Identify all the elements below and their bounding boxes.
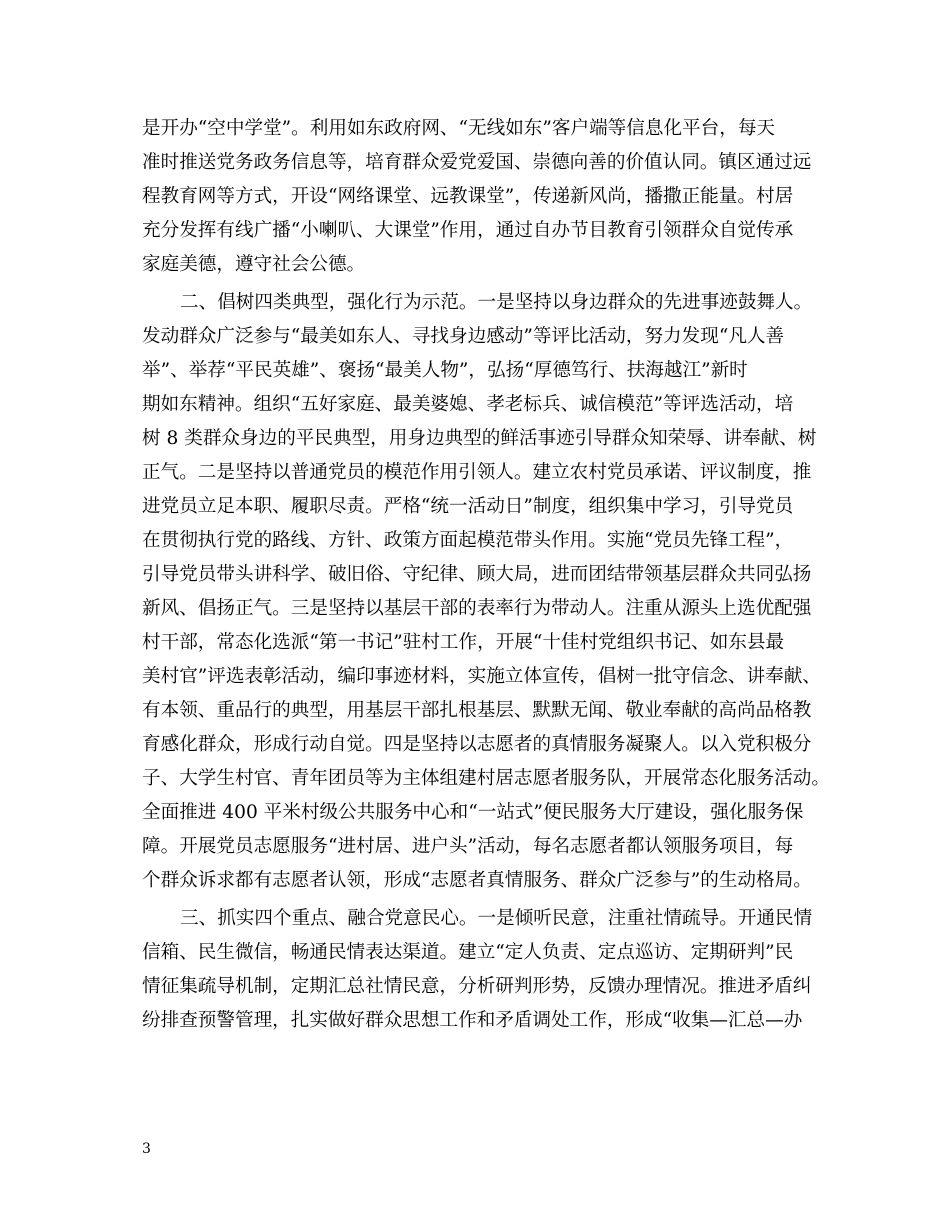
text-line: 全面推进 400 平米村级公共服务中心和“一站式”便民服务大厅建设，强化服务保: [142, 802, 804, 823]
text-line: 是开办“空中学堂”。利用如东政府网、“无线如东”客户端等信息化平台，每天: [142, 118, 776, 139]
text-line: 发动群众广泛参与“最美如东人、寻找身边感动”等评比活动，努力发现“凡人善: [142, 326, 785, 347]
text-line: 正气。二是坚持以普通党员的模范作用引领人。建立农村党员承诺、评议制度，推: [142, 462, 812, 483]
text-line: 在贯彻执行党的路线、方针、政策方面起模范带头作用。实施“党员先锋工程”，: [142, 530, 794, 551]
text-line: 情征集疏导机制，定期汇总社情民意，分析研判形势，反馈办理情况。推进矛盾纠: [142, 976, 812, 997]
text-line: 家庭美德，遵守社会公德。: [142, 254, 366, 275]
text-line: 树 8 类群众身边的平民典型，用身边典型的鲜活事迹引导群众知荣辱、讲奉献、树: [142, 428, 817, 449]
text-line: 信箱、民生微信，畅通民情表达渠道。建立“定人负责、定点巡访、定期研判”民: [142, 942, 794, 963]
text-line: 引导党员带头讲科学、破旧俗、守纪律、顾大局，进而团结带领基层群众共同弘扬: [142, 564, 812, 585]
text-line: 三、抓实四个重点、融合党意民心。一是倾听民意，注重社情疏导。开通民情: [180, 908, 813, 929]
text-line: 准时推送党务政务信息等，培育群众爱党爱国、崇德向善的价值认同。镇区通过远: [142, 152, 812, 173]
text-line: 有本领、重品行的典型，用基层干部扎根基层、默默无闻、敬业奉献的高尚品格教: [142, 700, 812, 721]
text-line: 二、倡树四类典型，强化行为示范。一是坚持以身边群众的先进事迹鼓舞人。: [180, 292, 813, 313]
text-line: 举”、举荐“平民英雄”、褒扬“最美人物”，弘扬“厚德笃行、扶海越江”新时: [142, 360, 748, 381]
text-line: 新风、倡扬正气。三是坚持以基层干部的表率行为带动人。注重从源头上选优配强: [142, 598, 812, 619]
text-line: 期如东精神。组织“五好家庭、最美婆媳、孝老标兵、诚信模范”等评选活动，培: [142, 394, 794, 415]
text-line: 障。开展党员志愿服务“进村居、进户头”活动，每名志愿者都认领服务项目，每: [142, 836, 794, 857]
text-line: 程教育网等方式，开设“网络课堂、远教课堂”，传递新风尚，播撒正能量。村居: [142, 186, 794, 207]
text-line: 子、大学生村官、青年团员等为主体组建村居志愿者服务队，开展常态化服务活动。: [142, 768, 830, 789]
text-line: 纷排查预警管理，扎实做好群众思想工作和矛盾调处工作，形成“收集—汇总—办: [142, 1010, 803, 1031]
text-line: 育感化群众，形成行动自觉。四是坚持以志愿者的真情服务凝聚人。以入党积极分: [142, 734, 812, 755]
text-line: 进党员立足本职、履职尽责。严格“统一活动日”制度，组织集中学习，引导党员: [142, 496, 794, 517]
text-line: 村干部，常态化选派“第一书记”驻村工作，开展“十佳村党组织书记、如东县最: [142, 632, 785, 653]
text-line: 充分发挥有线广播“小喇叭、大课堂”作用，通过自办节目教育引领群众自觉传承: [142, 220, 794, 241]
text-line: 美村官”评选表彰活动，编印事迹材料，实施立体宣传，倡树一批守信念、讲奉献、: [142, 666, 821, 687]
text-line: 个群众诉求都有志愿者认领，形成“志愿者真情服务、群众广泛参与”的生动格局。: [142, 870, 812, 891]
page-number: 3: [142, 1141, 151, 1157]
